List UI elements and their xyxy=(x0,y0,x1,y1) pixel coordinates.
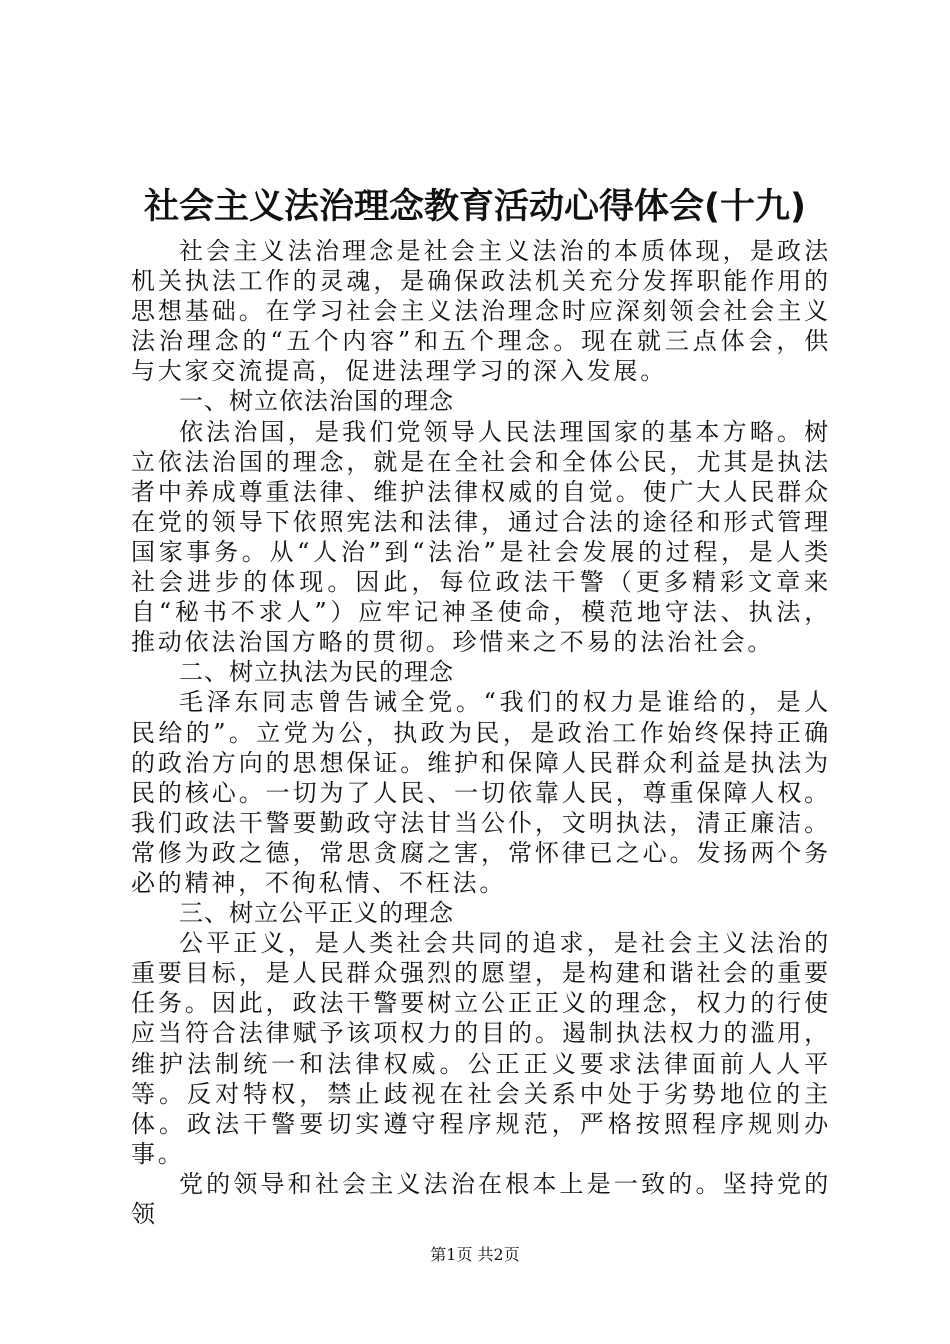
paragraph-section-3: 公平正义，是人类社会共同的追求，是社会主义法治的重要目标，是人民群众强烈的愿望，是构建和谐社会的重要任务。因此，政法干警要树立公正正义的理念，权力的行使应当符合法律赋予该项权力的目的。遏制执法权力的滥用，维护法制统一和法律权威。公正正义要求法律面前人人平等。反对特权，禁止歧视在社会关系中处于劣势地位的主体。政法干警要切实遵守程序规范，严格按照程序规则办事。 xyxy=(131,929,831,1168)
document-body xyxy=(131,236,831,1229)
paragraph-intro: 社会主义法治理念是社会主义法治的本质体现，是政法机关执法工作的灵魂，是确保政法机关充分发挥职能作用的思想基础。在学习社会主义法治理念时应深刻领会社会主义法治理念的“五个内容”和五个理念。现在就三点体会，供与大家交流提高，促进法理学习的深入发展。 xyxy=(131,237,831,386)
paragraph-closing: 党的领导和社会主义法治在根本上是一致的。坚持党的领 xyxy=(131,1169,831,1228)
section-heading-3: 三、树立公平正义的理念 xyxy=(179,899,454,928)
section-heading-1: 一、树立依法治国的理念 xyxy=(179,387,454,416)
page-footer xyxy=(0,1244,950,1266)
paragraph-section-2: 毛泽东同志曾告诫全党。“我们的权力是谁给的，是人民给的”。立党为公，执政为民，是政治工作始终保持正确的政治方向的思想保证。维护和保障人民群众利益是执法为民的核心。一切为了人民、一切依靠人民，尊重保障人权。我们政法干警要勤政守法甘当公仆，文明执法，清正廉洁。常修为政之德，常思贪腐之害，常怀律已之心。发扬两个务必的精神，不徇私情、不枉法。 xyxy=(131,688,831,897)
paragraph-section-1: 依法治国，是我们党领导人民法理国家的基本方略。树立依法治国的理念，就是在全社会和全体公民，尤其是执法者中养成尊重法律、维护法律权威的自觉。使广大人民群众在党的领导下依照宪法和法律，通过合法的途径和形式管理国家事务。从“人治”到“法治”是社会发展的过程，是人类社会进步的体现。因此，每位政法干警（更多精彩文章来自“秘书不求人”）应牢记神圣使命，模范地守法、执法，推动依法治国方略的贯彻。珍惜来之不易的法治社会。 xyxy=(131,417,831,657)
document-title: 社会主义法治理念教育活动心得体会(十九) xyxy=(144,187,806,227)
page-number: 第1页 共2页 xyxy=(430,1245,520,1264)
section-heading-2: 二、树立执法为民的理念 xyxy=(179,658,454,687)
